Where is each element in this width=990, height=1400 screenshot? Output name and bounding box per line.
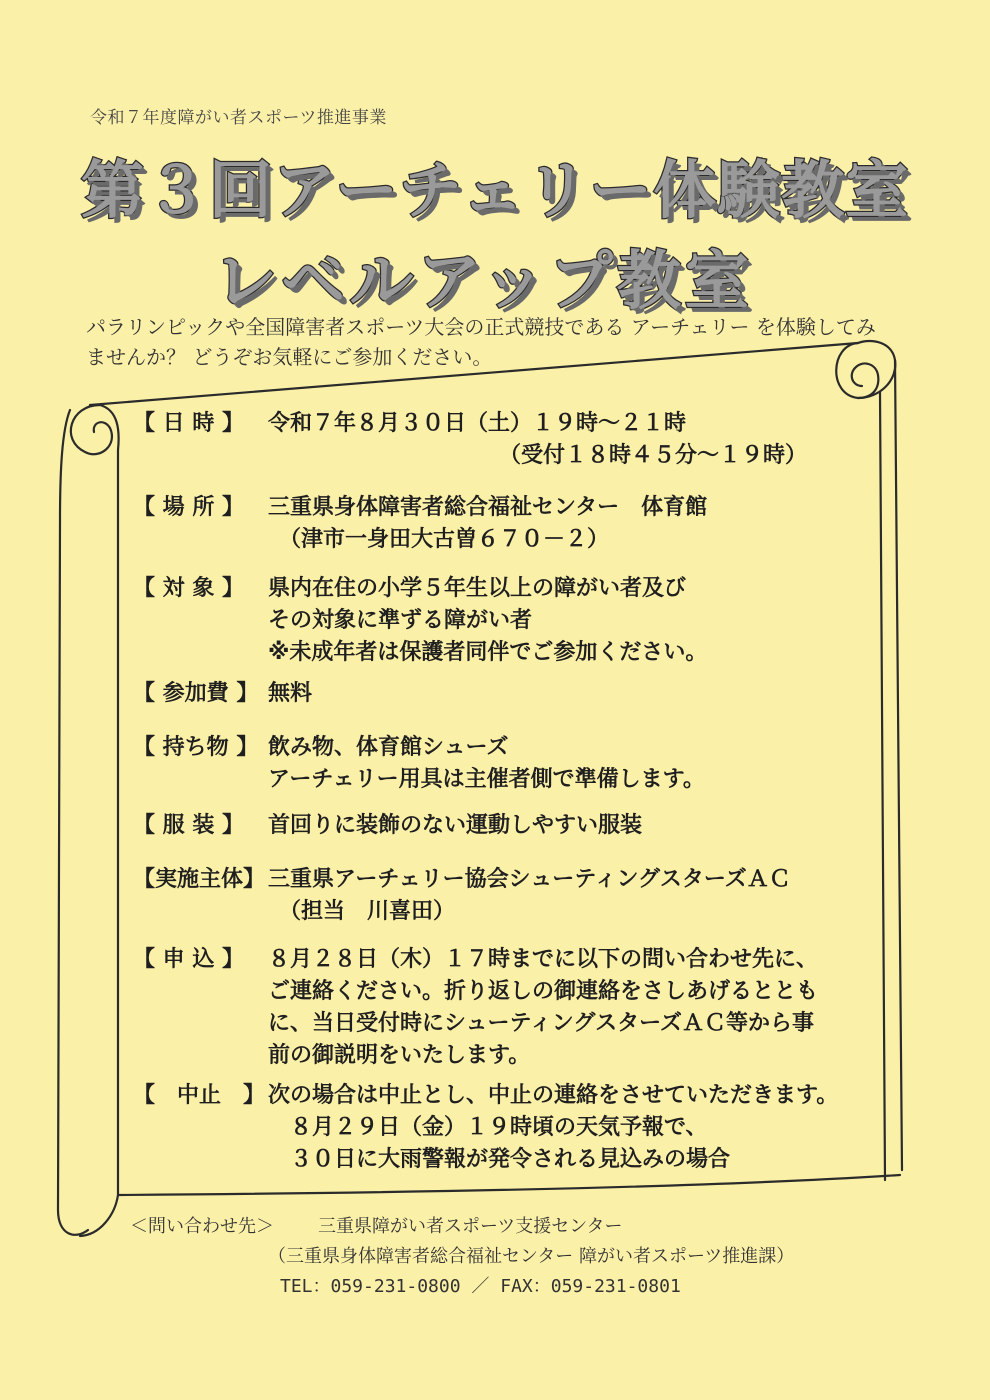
detail-line: 首回りに装飾のない運動しやすい服装 [268, 813, 643, 838]
detail-line: ８月２９日（金）１９時頃の天気予報で、 [268, 1115, 708, 1140]
detail-label: 【 日 時 】 [133, 411, 244, 436]
detail-line: 県内在住の小学５年生以上の障がい者及び [268, 576, 687, 601]
detail-line: ３０日に大雨警報が発令される見込みの場合 [268, 1147, 731, 1172]
contact-org: 三重県障がい者スポーツ支援センター [318, 1216, 623, 1237]
detail-line: 次の場合は中止とし、中止の連絡をさせていただきます。 [268, 1083, 839, 1108]
program-name: 令和７年度障がい者スポーツ推進事業 [90, 108, 387, 128]
detail-line: 無料 [268, 681, 313, 706]
detail-line: （担当 川喜田） [268, 899, 456, 924]
detail-belongings [133, 732, 705, 796]
detail-line: その対象に準ずる障がい者 [268, 608, 533, 633]
detail-value [268, 408, 807, 472]
contact-tel-fax: TEL：059-231-0800 ／ FAX：059-231-0801 [280, 1276, 681, 1297]
detail-line: に、当日受付時にシューティングスターズＡＣ等から事 [268, 1011, 815, 1036]
detail-value [268, 678, 312, 710]
detail-target [133, 573, 707, 669]
detail-value [268, 864, 791, 928]
detail-datetime [133, 408, 807, 472]
detail-label: 【 中止 】 [133, 1083, 266, 1108]
contact-heading: ＜問い合わせ先＞ [130, 1216, 274, 1237]
detail-value [268, 810, 642, 842]
detail-line: （受付１８時４５分～１９時） [268, 443, 808, 468]
detail-line: アーチェリー用具は主催者側で準備します。 [268, 767, 705, 792]
intro-line: ませんか？ どうぞお気軽にご参加ください。 [86, 345, 493, 369]
detail-line: 飲み物、体育館シューズ [268, 735, 509, 760]
detail-label: 【 参加費 】 [133, 681, 259, 706]
detail-label: 【 場 所 】 [133, 495, 244, 520]
detail-value [268, 1080, 838, 1176]
detail-line: 前の御説明をいたします。 [268, 1043, 531, 1068]
detail-organizer [133, 864, 791, 928]
detail-label: 【 申 込 】 [133, 947, 244, 972]
detail-value [268, 573, 707, 669]
detail-clothing [133, 810, 642, 842]
detail-line: ８月２８日（木）１７時までに以下の問い合わせ先に、 [268, 947, 819, 972]
detail-application [133, 944, 818, 1072]
sub-title: レベルアップ教室 [213, 245, 753, 319]
detail-venue [133, 492, 707, 556]
detail-label: 【実施主体】 [133, 867, 266, 892]
intro-line: パラリンピックや全国障害者スポーツ大会の正式競技である アーチェリー を体験してみ [86, 315, 876, 339]
detail-fee [133, 678, 312, 710]
detail-value [268, 492, 707, 556]
detail-cancellation [133, 1080, 838, 1176]
detail-label: 【 服 装 】 [133, 813, 244, 838]
main-title: 第３回アーチェリー体験教室 [80, 154, 910, 227]
detail-label: 【 対 象 】 [133, 576, 244, 601]
detail-line: ご連絡ください。折り返しの御連絡をさしあげるととも [268, 979, 819, 1004]
detail-line: 令和７年８月３０日（土）１９時～２１時 [268, 411, 687, 436]
detail-value [268, 944, 818, 1072]
contact-sub: （三重県身体障害者総合福祉センター 障がい者スポーツ推進課） [268, 1246, 795, 1267]
detail-line: ※未成年者は保護者同伴でご参加ください。 [268, 640, 708, 665]
detail-value [268, 732, 705, 796]
detail-line: （津市一身田大古曽６７０－２） [268, 527, 610, 552]
detail-line: 三重県アーチェリー協会シューティングスターズＡＣ [268, 867, 791, 892]
detail-line: 三重県身体障害者総合福祉センター 体育館 [268, 495, 708, 520]
detail-label: 【 持ち物 】 [133, 735, 259, 760]
